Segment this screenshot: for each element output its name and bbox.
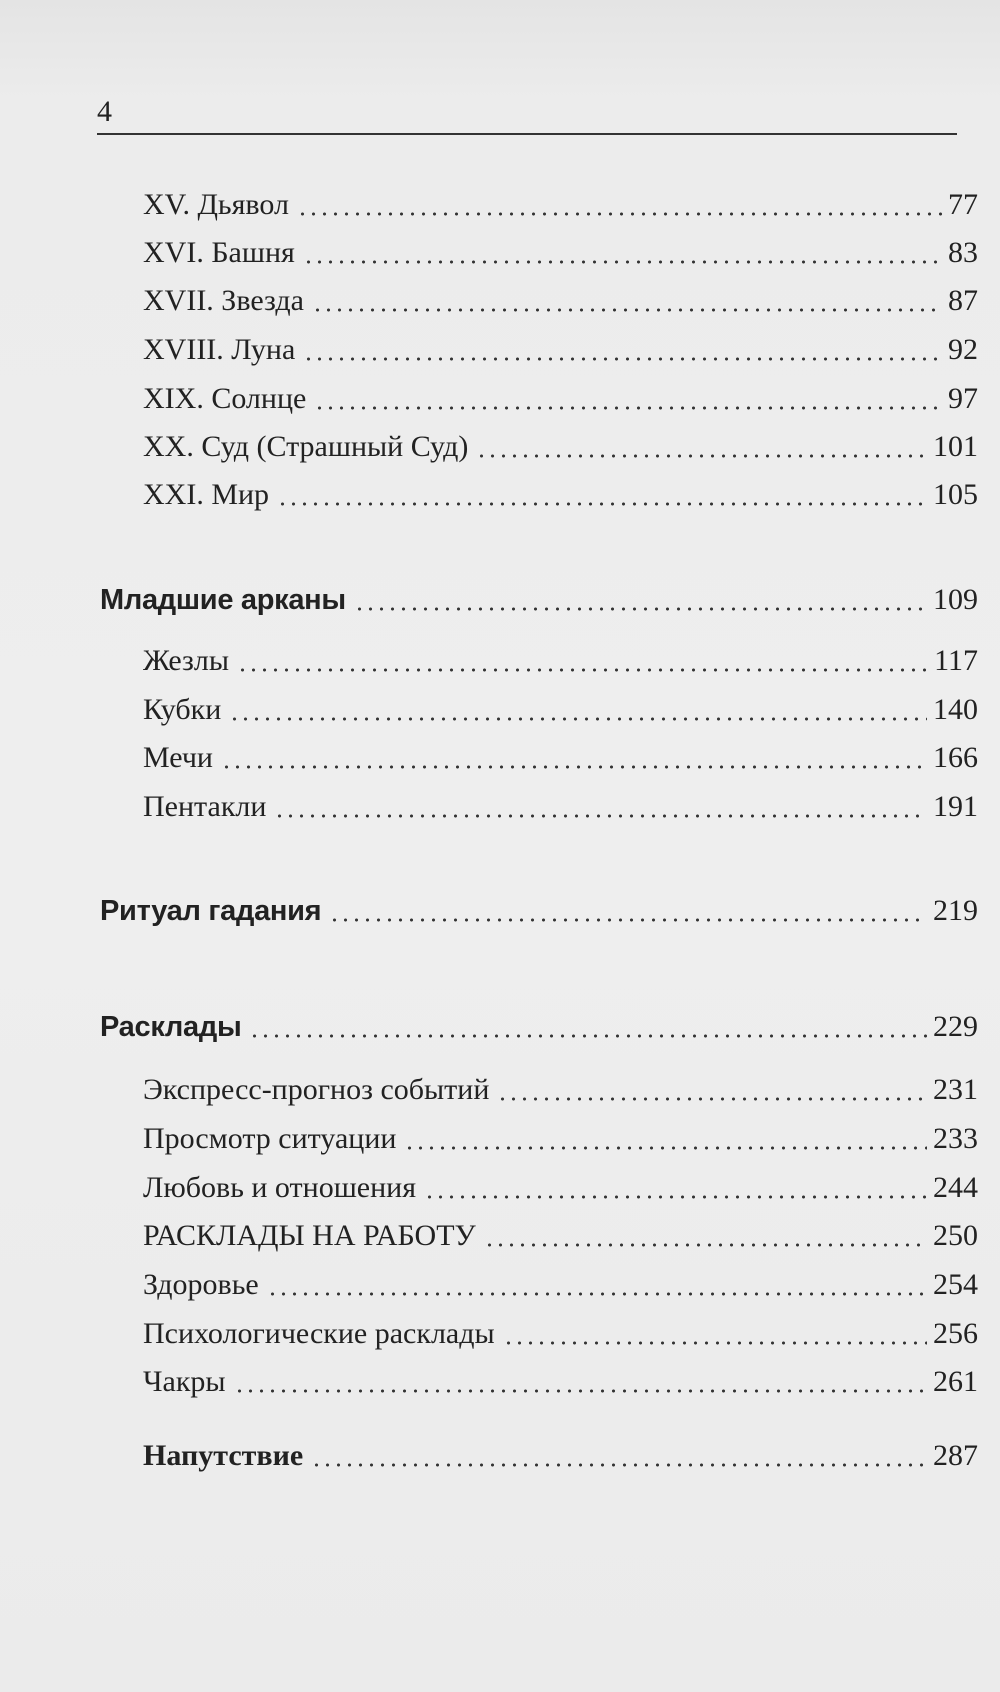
toc-entry-title: Мечи xyxy=(143,741,213,774)
dot-leader xyxy=(497,1097,927,1101)
dot-leader xyxy=(234,1389,927,1393)
toc-section-page: 229 xyxy=(933,1010,978,1043)
toc-entry-title: XV. Дьявол xyxy=(143,188,289,221)
toc-entry-title: Экспресс-прогноз событий xyxy=(143,1073,490,1106)
toc-entry[interactable] xyxy=(143,1070,978,1110)
toc-entry-page: 87 xyxy=(948,284,978,317)
toc-entry[interactable] xyxy=(143,427,978,467)
toc-entry-page: 140 xyxy=(933,693,978,726)
dot-leader xyxy=(277,502,927,506)
toc-entry-page: 166 xyxy=(933,741,978,774)
dot-leader xyxy=(267,1292,927,1296)
toc-entry[interactable] xyxy=(143,330,978,370)
dot-leader xyxy=(303,357,942,361)
dot-leader xyxy=(424,1195,927,1199)
toc-entry-page: 191 xyxy=(933,790,978,823)
toc-section-spreads[interactable] xyxy=(100,1007,978,1047)
toc-entry-page: 256 xyxy=(933,1317,978,1350)
toc-entry-page: 83 xyxy=(948,236,978,269)
toc-entry[interactable] xyxy=(143,738,978,778)
toc-section-title: Напутствие xyxy=(143,1439,304,1472)
toc-entry[interactable] xyxy=(143,281,978,321)
toc-section-title: Расклады xyxy=(100,1011,242,1043)
toc-entry-page: 254 xyxy=(933,1268,978,1301)
dot-leader xyxy=(303,260,942,264)
toc-section-title: Младшие арканы xyxy=(100,584,346,616)
toc-entry-title: XVII. Звезда xyxy=(143,284,304,317)
dot-leader xyxy=(329,918,927,922)
header-rule xyxy=(97,133,957,135)
toc-entry-page: 231 xyxy=(933,1073,978,1106)
toc-entry[interactable] xyxy=(143,1216,978,1256)
toc-section-page: 287 xyxy=(933,1439,978,1472)
dot-leader xyxy=(311,1463,927,1467)
toc-entry-page: 244 xyxy=(933,1171,978,1204)
toc-section-title: Ритуал гадания xyxy=(100,895,322,927)
toc-entry-title: Кубки xyxy=(143,693,222,726)
toc-entry-page: 77 xyxy=(948,188,978,221)
toc-entry-page: 117 xyxy=(934,644,978,677)
toc-entry-title: XIX. Солнце xyxy=(143,382,307,415)
toc-entry-page: 92 xyxy=(948,333,978,366)
toc-entry-title: Пентакли xyxy=(143,790,267,823)
toc-entry-page: 261 xyxy=(933,1365,978,1398)
toc-section-page: 109 xyxy=(933,583,978,616)
dot-leader xyxy=(354,607,927,611)
page-number: 4 xyxy=(97,95,112,128)
toc-entry-title: Здоровье xyxy=(143,1268,259,1301)
toc-entry[interactable] xyxy=(143,1265,978,1305)
toc-entry-page: 105 xyxy=(933,478,978,511)
toc-entry[interactable] xyxy=(143,1362,978,1402)
dot-leader xyxy=(221,765,927,769)
toc-entry[interactable] xyxy=(143,233,978,273)
toc-entry-title: Любовь и отношения xyxy=(143,1171,417,1204)
dot-leader xyxy=(314,406,942,410)
toc-entry-title: Просмотр ситуации xyxy=(143,1122,397,1155)
dot-leader xyxy=(229,717,927,721)
dot-leader xyxy=(312,308,942,312)
dot-leader xyxy=(476,454,927,458)
toc-entry[interactable] xyxy=(143,787,978,827)
toc-section-ritual[interactable] xyxy=(100,891,978,931)
toc-entry-page: 101 xyxy=(933,430,978,463)
toc-entry[interactable] xyxy=(143,1119,978,1159)
toc-section-page: 219 xyxy=(933,894,978,927)
toc-entry[interactable] xyxy=(143,690,978,730)
dot-leader xyxy=(237,668,928,672)
toc-section-farewell[interactable] xyxy=(143,1436,978,1476)
toc-entry-page: 250 xyxy=(933,1219,978,1252)
toc-entry[interactable] xyxy=(143,185,978,225)
dot-leader xyxy=(297,212,942,216)
toc-entry[interactable] xyxy=(143,379,978,419)
toc-entry-title: РАСКЛАДЫ НА РАБОТУ xyxy=(143,1219,476,1252)
toc-entry[interactable] xyxy=(143,475,978,515)
toc-entry-title: XX. Суд (Страшный Суд) xyxy=(143,430,469,463)
dot-leader xyxy=(404,1146,927,1150)
toc-entry[interactable] xyxy=(143,641,978,681)
toc-entry-title: XVI. Башня xyxy=(143,236,295,269)
toc-entry-title: Психологические расклады xyxy=(143,1317,495,1350)
toc-section-minor-arcana[interactable] xyxy=(100,580,978,620)
dot-leader xyxy=(249,1034,927,1038)
dot-leader xyxy=(503,1341,927,1345)
toc-entry-page: 233 xyxy=(933,1122,978,1155)
toc-entry[interactable] xyxy=(143,1168,978,1208)
toc-entry-title: XXI. Мир xyxy=(143,478,270,511)
dot-leader xyxy=(274,814,927,818)
toc-entry-title: XVIII. Луна xyxy=(143,333,296,366)
toc-entry-title: Чакры xyxy=(143,1365,226,1398)
toc-entry-page: 97 xyxy=(948,382,978,415)
toc-entry-title: Жезлы xyxy=(143,644,230,677)
toc-entry[interactable] xyxy=(143,1314,978,1354)
dot-leader xyxy=(484,1243,927,1247)
